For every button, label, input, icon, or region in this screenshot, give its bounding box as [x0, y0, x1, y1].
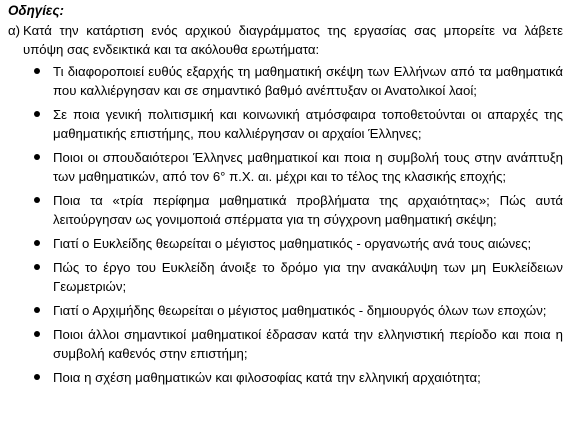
bullet-icon	[34, 197, 40, 203]
bullet-icon	[34, 240, 40, 246]
list-item	[0, 258, 573, 296]
question-text: Σε ποια γενική πολιτισμική και κοινωνική ατμόσφαιρα τοποθετούνται οι απαρχές της μαθηματικής επιστήμης, που καλλιέργησαν οι αρχαίοι Έλληνες;	[53, 107, 563, 141]
list-item	[0, 105, 573, 143]
question-text: Ποιοι οι σπουδαιότεροι Έλληνες μαθηματικοί και ποια η συμβολή τους στην ανάπτυξη των μαθηματικών, από τον 6° π.Χ. αι. μέχρι και το τέλος της κλασικής εποχής;	[53, 150, 563, 184]
bullet-icon	[34, 68, 40, 74]
bullet-icon	[34, 374, 40, 380]
question-text: Ποια η σχέση μαθηματικών και φιλοσοφίας κατά την ελληνική αρχαιότητα;	[53, 370, 481, 385]
question-text: Πώς το έργο του Ευκλείδη άνοιξε το δρόμο για την ανακάλυψη των μη Ευκλείδειων Γεωμετριών;	[53, 260, 563, 294]
question-text: Ποια τα «τρία περίφημα μαθηματικά προβλήματα της αρχαιότητας»; Πώς αυτά λειτούργησαν ως γονιμοποιά σπέρματα για τη σύγχρονη μαθηματική σκέψη;	[53, 193, 563, 227]
list-item	[0, 325, 573, 363]
bullet-icon	[34, 331, 40, 337]
list-item	[0, 62, 573, 100]
question-text: Ποιοι άλλοι σημαντικοί μαθηματικοί έδρασαν κατά την ελληνιστική περίοδο και ποια η συμβολή καθενός στην επιστήμη;	[53, 327, 563, 361]
intro-paragraph	[8, 21, 563, 59]
question-text: Τι διαφοροποιεί ευθύς εξαρχής τη μαθηματική σκέψη των Ελλήνων από τα μαθηματικά που καλλιέργησαν και σε σημαντικό βαθμό ανέπτυξαν οι Ανατολικοί λαοί;	[53, 64, 563, 98]
question-text: Γιατί ο Ευκλείδης θεωρείται ο μέγιστος μαθηματικός - οργανωτής ανά τους αιώνες;	[53, 236, 532, 251]
list-item	[0, 301, 573, 320]
bullet-icon	[34, 111, 40, 117]
list-item	[0, 234, 573, 253]
intro-label: α)	[8, 23, 21, 38]
bullet-icon	[34, 307, 40, 313]
question-list	[0, 62, 573, 392]
intro-text: Κατά την κατάρτιση ενός αρχικού διαγράμματος της εργασίας σας μπορείτε να λάβετε υπόψη σας ενδεικτικά και τα ακόλουθα ερωτήματα:	[23, 23, 563, 57]
bullet-icon	[34, 264, 40, 270]
question-text: Γιατί ο Αρχιμήδης θεωρείται ο μέγιστος μαθηματικός - δημιουργός όλων των εποχών;	[53, 303, 547, 318]
list-item	[0, 191, 573, 229]
list-item	[0, 368, 573, 387]
list-item	[0, 148, 573, 186]
bullet-icon	[34, 154, 40, 160]
page-heading: Οδηγίες:	[8, 3, 64, 18]
